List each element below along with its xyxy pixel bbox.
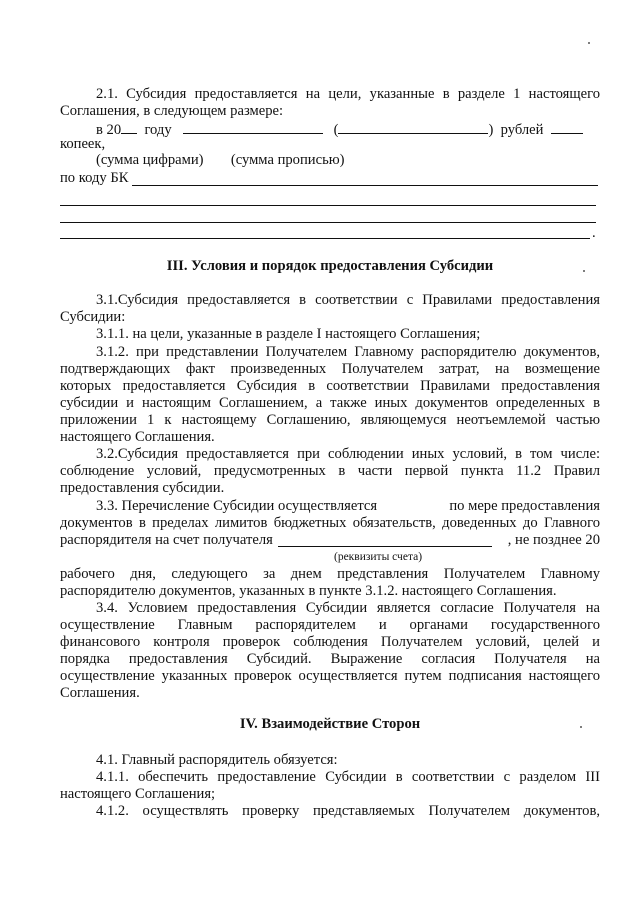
p33-line1-a: 3.3. Перечисление Субсидии осуществляется: [96, 498, 378, 514]
p34-line2: осуществление Главным распорядителем и органами государственного: [60, 617, 600, 633]
scan-speck: [580, 726, 582, 728]
p33-line3-b: , не позднее 20: [507, 532, 600, 548]
sum-digits-caption: (сумма цифрами): [96, 152, 204, 168]
blank-line-3: [60, 238, 590, 239]
p31-line1: 3.1.Субсидия предоставляется в соответствии с Правилами предоставления: [96, 292, 600, 308]
p312-line3: которых предоставляется Субсидия в соответствии Правилами предоставления: [60, 378, 600, 394]
close-paren: ): [488, 122, 494, 138]
p311: 3.1.1. на цели, указанные в разделе I настоящего Соглашения;: [96, 326, 481, 342]
sum-digits-blank: [183, 119, 323, 134]
p411-line1: 4.1.1. обеспечить предоставление Субсидии в соответствии с разделом III: [96, 769, 600, 785]
kopecks-label: копеек,: [60, 136, 106, 152]
p41: 4.1. Главный распорядитель обязуется:: [96, 752, 338, 768]
section4-heading: IV. Взаимодействие Сторон: [239, 716, 421, 732]
year-word: году: [144, 122, 172, 138]
p33-line1: [96, 498, 600, 515]
rubles-label: рублей: [500, 122, 544, 138]
section3-heading: III. Условия и порядок предоставления Субсидии: [166, 258, 494, 274]
p21-line2: Соглашения, в следующем размере:: [60, 103, 284, 119]
p34-line6: Соглашения.: [60, 685, 140, 701]
p21-line1: 2.1. Субсидия предоставляется на цели, указанные в разделе 1 настоящего: [96, 86, 600, 102]
p32-line2: соблюдение условий, предусмотренных в части первой пункта 11.2 Правил: [60, 463, 600, 479]
p312-line6: настоящего Соглашения.: [60, 429, 215, 445]
p33-line5: распорядителю документов, указанных в пункте 3.1.2. настоящего Соглашения.: [60, 583, 557, 599]
p312-line2: подтверждающих факт произведенных Получателем затрат, на возмещение: [60, 361, 600, 377]
p33-line4: рабочего дня, следующего за днем представления Получателем Главному: [60, 566, 600, 582]
sum-words-caption: (сумма прописью): [230, 152, 345, 168]
p312-line5: приложении 1 к настоящему Соглашению, являющемуся неотъемлемой частью: [60, 412, 600, 428]
p312-line4: субсидии и настоящим Соглашением, а также иных документов определенных в: [60, 395, 600, 411]
p34-line1: 3.4. Условием предоставления Субсидии является согласие Получателя на: [96, 600, 600, 616]
p33-line1-b: по мере предоставления: [449, 498, 600, 514]
account-blank: [278, 546, 492, 547]
account-caption: (реквизиты счета): [334, 551, 423, 563]
kopecks-blank: [551, 119, 583, 134]
blank-line-2: [60, 222, 596, 223]
scan-speck: [583, 270, 585, 272]
end-dot: .: [592, 225, 596, 241]
bk-code-label: по коду БК: [60, 170, 129, 186]
p33-line3-a: распорядителя на счет получателя: [60, 532, 273, 548]
p32-line1: 3.2.Субсидия предоставляется при соблюдении иных условий, в том числе:: [96, 446, 600, 462]
p312-line1: 3.1.2. при представлении Получателем Главному распорядителю документов,: [96, 344, 600, 360]
open-paren: (: [333, 122, 339, 138]
p33-line2: документов в пределах лимитов бюджетных обязательств, доведенных до Главного: [60, 515, 600, 531]
p411-line2: настоящего Соглашения;: [60, 786, 216, 802]
p34-line5: осуществление указанных проверок осуществляется путем подписания настоящего: [60, 668, 600, 684]
scan-speck: [588, 42, 590, 44]
p34-line4: порядка предоставления Субсидий. Выражение согласия Получателя на: [60, 651, 600, 667]
sum-captions: [96, 152, 636, 169]
year-blank: [121, 119, 137, 134]
year-prefix: в 20: [96, 122, 122, 138]
p34-line3: финансового контроля проверок соблюдения Получателем условий, целей и: [60, 634, 600, 650]
p31-line2: Субсидии:: [60, 309, 126, 325]
blank-line-1: [60, 205, 596, 206]
bk-code-blank: [132, 185, 598, 186]
sum-words-blank: [338, 119, 488, 134]
p32-line3: предоставления субсидии.: [60, 480, 225, 496]
p412-line1: 4.1.2. осуществлять проверку представляемых Получателем документов,: [96, 803, 600, 819]
